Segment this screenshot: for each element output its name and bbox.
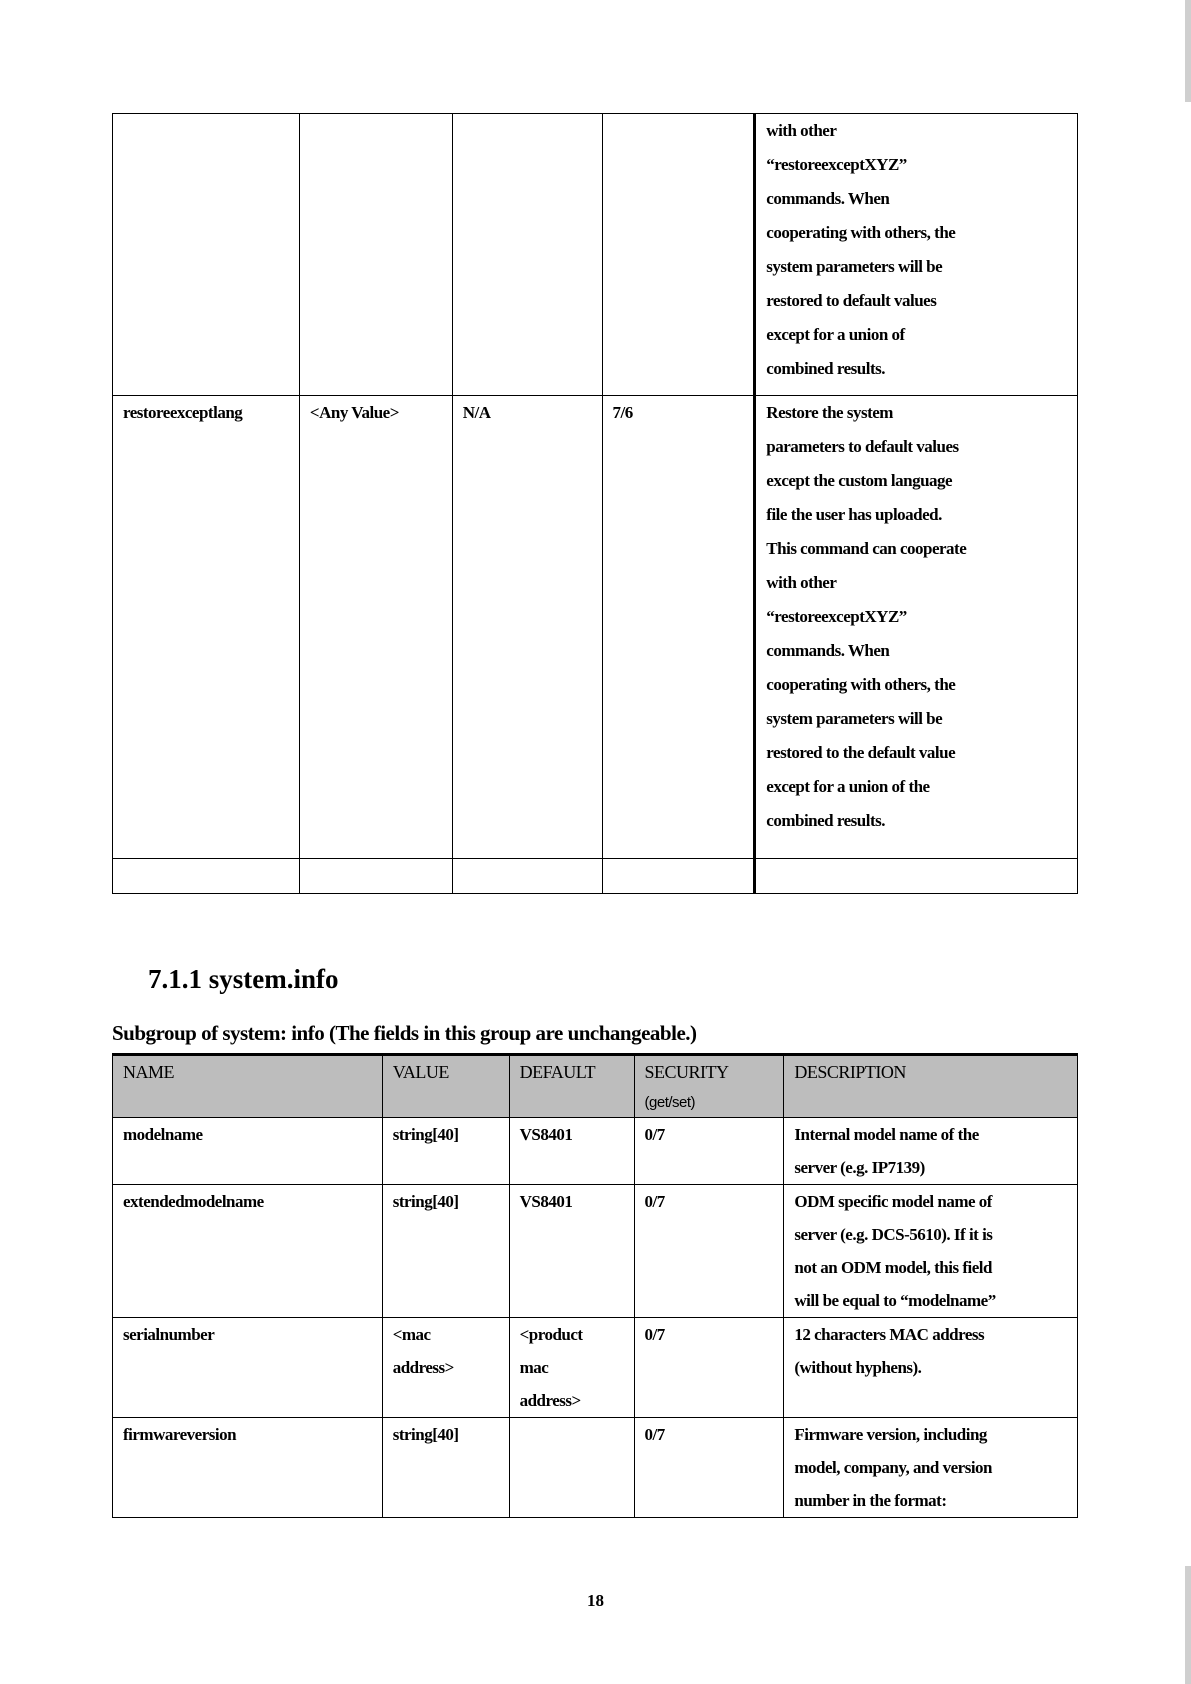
header-description: DESCRIPTION	[784, 1055, 1078, 1118]
description-line: combined results.	[766, 811, 885, 830]
value-line: string[40]	[392, 1125, 459, 1144]
table-row	[113, 396, 1078, 859]
cell-description	[784, 1185, 1078, 1318]
default-line: mac	[519, 1358, 549, 1377]
description-line: “restoreexceptXYZ”	[766, 155, 907, 174]
cell-value	[382, 1118, 509, 1185]
cell-description	[784, 1118, 1078, 1185]
description-line: file the user has uploaded.	[766, 505, 942, 524]
table-row	[113, 1185, 1078, 1318]
description-line: system parameters will be	[766, 257, 943, 276]
default-line: VS8401	[519, 1192, 573, 1211]
value-line: <mac	[392, 1325, 431, 1344]
table-row	[113, 1418, 1078, 1518]
cell-value	[382, 1185, 509, 1318]
cell-default	[509, 1185, 634, 1318]
value-line: string[40]	[392, 1425, 459, 1444]
description-line: number in the format:	[794, 1491, 947, 1510]
cell-security: 0/7	[634, 1118, 784, 1185]
cell-default	[509, 1418, 634, 1518]
header-security	[634, 1055, 784, 1118]
cell-value	[382, 1418, 509, 1518]
description-line: system parameters will be	[766, 709, 943, 728]
description-line: restored to the default value	[766, 743, 956, 762]
section-heading: 7.1.1 system.info	[148, 964, 339, 994]
description-line: with other	[766, 121, 837, 140]
cell-description	[755, 396, 1078, 859]
cell-default	[509, 1318, 634, 1418]
description-line: Restore the system	[766, 403, 893, 422]
page-number: 18	[587, 1591, 604, 1610]
table-row	[113, 1318, 1078, 1418]
description-line: except for a union of	[766, 325, 905, 344]
description-line: commands. When	[766, 189, 890, 208]
default-line: <product	[519, 1325, 583, 1344]
cell-value: <Any Value>	[299, 396, 452, 859]
cell-name: extendedmodelname	[113, 1185, 383, 1318]
description-line: 12 characters MAC address	[794, 1325, 985, 1344]
description-line: with other	[766, 573, 837, 592]
cell-name: firmwareversion	[113, 1418, 383, 1518]
cell-default	[452, 114, 602, 396]
header-value: VALUE	[382, 1055, 509, 1118]
description-line: “restoreexceptXYZ”	[766, 607, 907, 626]
cell-description	[755, 859, 1078, 894]
header-default: DEFAULT	[509, 1055, 634, 1118]
cell-name: modelname	[113, 1118, 383, 1185]
cell-default	[452, 859, 602, 894]
subgroup-caption: Subgroup of system: info (The fields in this group are unchangeable.)	[112, 1021, 697, 1045]
description-line: ODM specific model name of	[794, 1192, 992, 1211]
description-line: Internal model name of the	[794, 1125, 979, 1144]
table-row	[113, 859, 1078, 894]
description-line: except for a union of the	[766, 777, 930, 796]
cell-value	[299, 114, 452, 396]
description-line: parameters to default values	[766, 437, 959, 456]
header-security-sub: (get/set)	[644, 1094, 696, 1111]
description-line: server (e.g. DCS-5610). If it is	[794, 1225, 993, 1244]
cell-value	[299, 859, 452, 894]
header-security-label: SECURITY	[644, 1062, 729, 1082]
description-line: not an ODM model, this field	[794, 1258, 992, 1277]
page-edge-bottom	[1185, 1566, 1191, 1684]
cell-security: 0/7	[634, 1418, 784, 1518]
cell-security: 0/7	[634, 1318, 784, 1418]
cell-value	[382, 1318, 509, 1418]
cell-security: 0/7	[634, 1185, 784, 1318]
description-line: cooperating with others, the	[766, 223, 956, 242]
description-line: commands. When	[766, 641, 890, 660]
cell-default	[509, 1118, 634, 1185]
description-line: combined results.	[766, 359, 885, 378]
description-line: will be equal to “modelname”	[794, 1291, 996, 1310]
table-row	[113, 1118, 1078, 1185]
description-line: except the custom language	[766, 471, 953, 490]
description-line: model, company, and version	[794, 1458, 992, 1477]
cell-name: serialnumber	[113, 1318, 383, 1418]
cell-security	[602, 859, 755, 894]
cell-name	[113, 859, 300, 894]
cell-name: restoreexceptlang	[113, 396, 300, 859]
cell-default: N/A	[452, 396, 602, 859]
value-line: string[40]	[392, 1192, 459, 1211]
page-edge-top	[1185, 0, 1191, 102]
table-row	[113, 114, 1078, 396]
cell-security: 7/6	[602, 396, 755, 859]
parameter-table-continued	[112, 113, 1078, 894]
header-name: NAME	[113, 1055, 383, 1118]
cell-security	[602, 114, 755, 396]
default-line: address>	[519, 1391, 581, 1410]
cell-description	[784, 1418, 1078, 1518]
description-line: Firmware version, including	[794, 1425, 987, 1444]
cell-description	[784, 1318, 1078, 1418]
cell-name	[113, 114, 300, 396]
default-line: VS8401	[519, 1125, 573, 1144]
value-line: address>	[392, 1358, 454, 1377]
description-line: (without hyphens).	[794, 1358, 922, 1377]
table-header-row	[113, 1055, 1078, 1118]
description-line: server (e.g. IP7139)	[794, 1158, 925, 1177]
description-line: cooperating with others, the	[766, 675, 956, 694]
system-info-table	[112, 1053, 1078, 1518]
cell-description	[755, 114, 1078, 396]
description-line: This command can cooperate	[766, 539, 967, 558]
description-line: restored to default values	[766, 291, 937, 310]
